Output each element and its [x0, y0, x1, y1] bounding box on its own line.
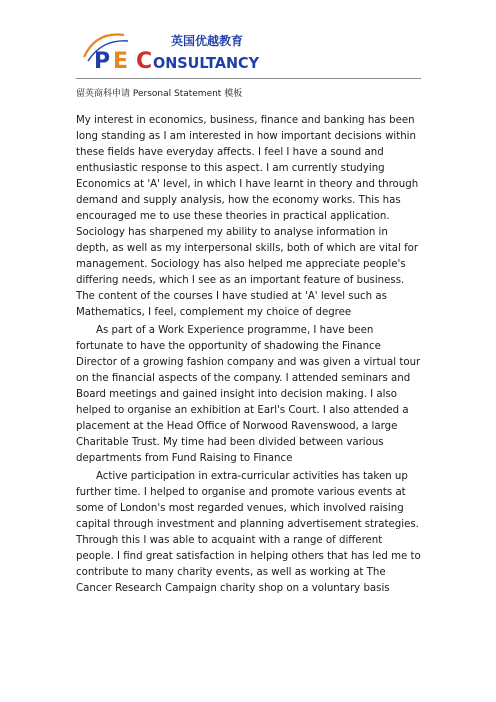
logo-letter-c: C — [136, 49, 153, 74]
document-subtitle: 留英商科申请 Personal Statement 模板 — [76, 89, 243, 99]
pe-consultancy-logo — [76, 27, 276, 77]
paragraph-interest: My interest in economics, business, finance and banking has been long standing as I am interested in how important decisions within these fields have everyday affects. I feel I have a sound and enthusiastic response to this aspect. I am currently studying Economics at 'A' level, in which I have learnt in theory and through demand and supply analysis, how the economy works. This has encouraged me to use these theories in practical application. Sociology has sharpened my ability to analyse information in depth, as well as my interpersonal skills, both of which are vital for management. Sociology has also helped me appreciate people's differing needs, which I see as an important feature of business. The content of the courses I have studied at 'A' level such as Mathematics, I feel, complement my choice of degree — [76, 115, 419, 318]
document-body — [76, 113, 423, 599]
logo-graphic — [76, 27, 276, 77]
logo-chinese-text: 英国优越教育 — [171, 34, 244, 48]
logo-onsultancy-text: ONSULTANCY — [153, 54, 261, 72]
logo-letter-p: P — [94, 49, 111, 74]
paragraph-work-experience: As part of a Work Experience programme, I have been fortunate to have the opportunity of shadowing the Finance Director of a growing fashion company and was given a virtual tour on the financial aspects of the company. I attended seminars and Board meetings and gained insight into decision making. I also helped to organise an exhibition at Earl's Court. I also attended a placement at the Head Office of Norwood Ravenswood, a large Charitable Trust. My time had been divided between various departments from Fund Raising to Finance — [76, 325, 421, 464]
header-divider — [76, 78, 421, 79]
logo-letter-e: E — [113, 49, 129, 74]
paragraph-extra-curricular: Active participation in extra-curricular activities has taken up further time. I helped to organise and promote various events at some of London's most regarded venues, which involved raising capital through investment and planning advertisement strategies. Through this I was able to acquaint with a range of different people. I find great satisfaction in helping others that has led me to contribute to many charity events, as well as working at The Cancer Research Campaign charity shop on a voluntary basis — [76, 471, 421, 594]
